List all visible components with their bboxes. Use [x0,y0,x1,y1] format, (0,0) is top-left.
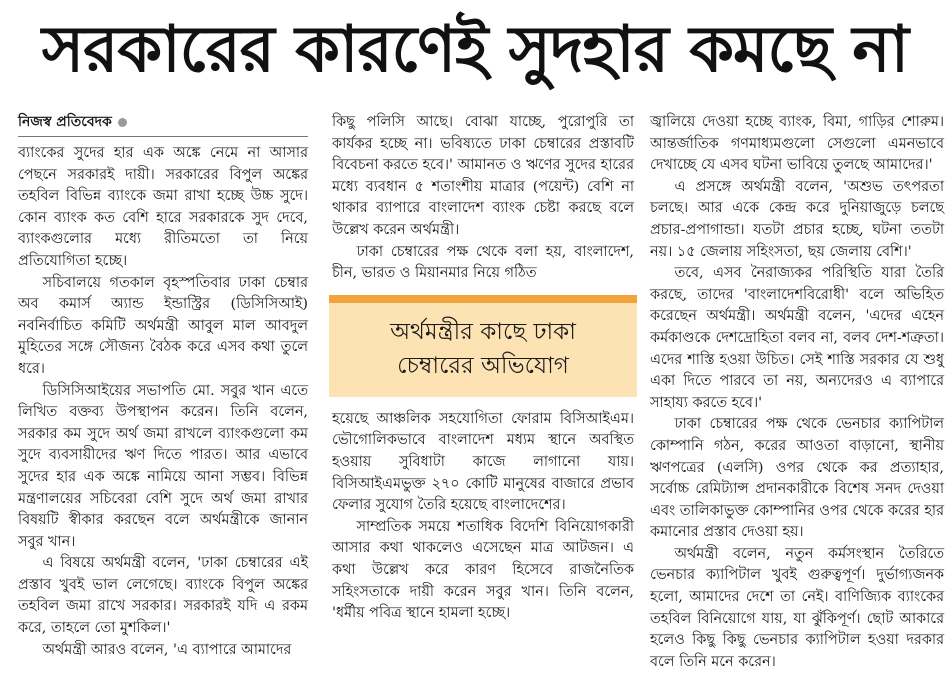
paragraph: এ বিষয়ে অর্থমন্ত্রী বলেন, 'ঢাকা চেম্বারের এই প্রস্তাব খুবই ভাল লেগেছে। ব্যাংকে বিপুল অঙ্কের তহবিল জমা রাখে সরকার। সরকারই যদি এ রকম করে, তাহলে তো মুশকিল।' [18,555,308,637]
article-column-3 [650,112,944,670]
pull-quote-box [329,295,637,397]
article-column-2 [332,112,634,622]
paragraph: কিছু পলিসি আছে। বোঝা যাচ্ছে, পুরোপুরি তা কার্যকর হচ্ছে না। ভবিষ্যতে ঢাকা চেম্বারের প্রস্তাবটি বিবেচনা করতে হবে।' আমানত ও ঋণের সুদের হারের মধ্যে ব্যবধান ৫ শতাংশীয় মাত্রার (পয়েন্ট) বেশি না থাকার ব্যাপারে বাংলাদেশ ব্যাংক চেষ্টা করছে বলে উল্লেখ করেন অর্থমন্ত্রী। [332,114,634,238]
byline-text: নিজস্ব প্রতিবেদক [18,114,112,130]
paragraph: ঢাকা চেম্বারের পক্ষ থেকে ভেনচার ক্যাপিটাল কোম্পানি গঠন, করের আওতা বাড়ানো, স্থানীয় ঋণপত্রের (এলসি) ওপর থেকে কর প্রত্যাহার, সর্বোচ্চ রেমিট্যান্স প্রদানকারীকে বিশেষ সনদ দেওয়া এবং তালিকাভুক্ত কোম্পানির ওপর থেকে করের হার কমানোর প্রস্তাব দেওয়া হয়। [650,416,944,541]
paragraph: এ প্রসঙ্গে অর্থমন্ত্রী বলেন, 'অশুভ তৎপরতা চলছে। আর একে কেন্দ্র করে দুনিয়াজুড়ে চলছে প্রচার-প্রপাগান্ডা। যতটা প্রচার হচ্ছে, ঘটনা ততটা নয়। ১৫ জেলায় সহিংসতা, ছয় জেলায় বেশি।' [650,178,944,260]
bullet-dot-icon [118,118,127,127]
paragraph: হয়েছে আঞ্চলিক সহযোগিতা ফোরাম বিসিআইএম। ভৌগোলিকভাবে বাংলাদেশ মধ্যম স্থানে অবস্থিত হওয়ায় সুবিধাটা কাজে লাগানো যায়। বিসিআইএমভুক্ত ২৭০ কোটি মানুষের বাজারে প্রভাব ফেলার সুযোগ তৈরি হয়েছে বাংলাদেশের। [332,410,634,514]
headline: সরকারের কারণেই সুদহার কমছে না [41,13,909,87]
pull-quote-line: অর্থমন্ত্রীর কাছে ঢাকা [390,318,576,345]
paragraph: সচিবালয়ে গতকাল বৃহস্পতিবার ঢাকা চেম্বার অব কমার্স অ্যান্ড ইন্ডাস্ট্রির (ডিসিসিআই) নবনির্বাচিত কমিটি অর্থমন্ত্রী আবুল মাল আবদুল মুহিতের সঙ্গে সৌজন্য বৈঠক করে এসব কথা তুলে ধরে। [18,274,308,377]
paragraph: জ্বালিয়ে দেওয়া হচ্ছে ব্যাংক, বিমা, গাড়ির শোরুম। আন্তর্জাতিক গণমাধ্যমগুলো সেগুলো এমনভাবে দেখাচ্ছে যে এসব ঘটনা ভাবিয়ে তুলছে আমাদের।' [650,114,944,174]
paragraph: সাম্প্রতিক সময়ে শতাধিক বিদেশি বিনিয়োগকারী আসার কথা থাকলেও এসেছেন মাত্র আটজন। এ কথা উল্লেখ করে কারণ হিসেবে রাজনৈতিক সহিংসতাকে দায়ী করেন সবুর খান। তিনি বলেন, 'ধর্মীয় পবিত্র স্থানে হামলা হচ্ছে। [332,518,634,622]
paragraph: ঢাকা চেম্বারের পক্ষ থেকে বলা হয়, বাংলাদেশ, চীন, ভারত ও মিয়ানমার নিয়ে গঠিত [332,243,634,282]
paragraph: অর্থমন্ত্রী বলেন, নতুন কর্মসংস্থান তৈরিতে ভেনচার ক্যাপিটাল খুবই গুরুত্বপূর্ণ। দুর্ভাগ্যজনক হলো, আমাদের দেশে তা নেই। বাণিজ্যিক ব্যাংকের তহবিল বিনিয়োগে যায়, যা ঝুঁকিপূর্ণ। ছোট আকারে হলেও কিছু কিছু ভেনচার ক্যাপিটাল হওয়া দরকার বলে তিনি মনে করেন। [650,545,944,670]
byline [18,112,308,137]
pull-quote-line: চেম্বারের অভিযোগ [397,352,569,379]
paragraph: ব্যাংকের সুদের হার এক অঙ্কে নেমে না আসার পেছনে সরকারই দায়ী। সরকারের বিপুল অঙ্কের তহবিল বিভিন্ন ব্যাংকে জমা রাখা হচ্ছে উচ্চ সুদে। কোন ব্যাংক কত বেশি হারে সরকারকে সুদ দেবে, ব্যাংকগুলোর মধ্যে রীতিমতো তা নিয়ে প্রতিযোগিতা হচ্ছে। [18,145,308,269]
paragraph: তবে, এসব নৈরাজ্যকর পরিস্থিতি যারা তৈরি করছে, তাদের 'বাংলাদেশবিরোধী' বলে অভিহিত করেছেন অর্থমন্ত্রী। অর্থমন্ত্রী বলেন, 'এদের এহেন কর্মকাণ্ডকে দেশদ্রোহিতা বলব না, বলব দেশ-শত্রুতা। এদের শাস্তি হওয়া উচিত। সেই শাস্তি সরকার যে শুধু একা দিতে পারবে তা নয়, অন্যদেরও এ ব্যাপারে সাহায্য করতে হবে।' [650,265,944,411]
paragraph: ডিসিসিআইয়ের সভাপতি মো. সবুর খান এতে লিখিত বক্তব্য উপস্থাপন করেন। তিনি বলেন, সরকার কম সুদে অর্থ জমা রাখলে ব্যাংকগুলো কম সুদে ব্যবসায়ীদের ঋণ দিতে পারত। আর এভাবে সুদের হার এক অঙ্কে নামিয়ে আনা সম্ভব। বিভিন্ন মন্ত্রণালয়ের সচিবেরা বেশি সুদে অর্থ জমা রাখার বিষয়টি স্বীকার করছেন বলে অর্থমন্ত্রীকে জানান সবুর খান। [18,382,308,550]
article-column-1 [18,112,308,658]
paragraph: অর্থমন্ত্রী আরও বলেন, 'এ ব্যাপারে আমাদের [42,641,292,658]
